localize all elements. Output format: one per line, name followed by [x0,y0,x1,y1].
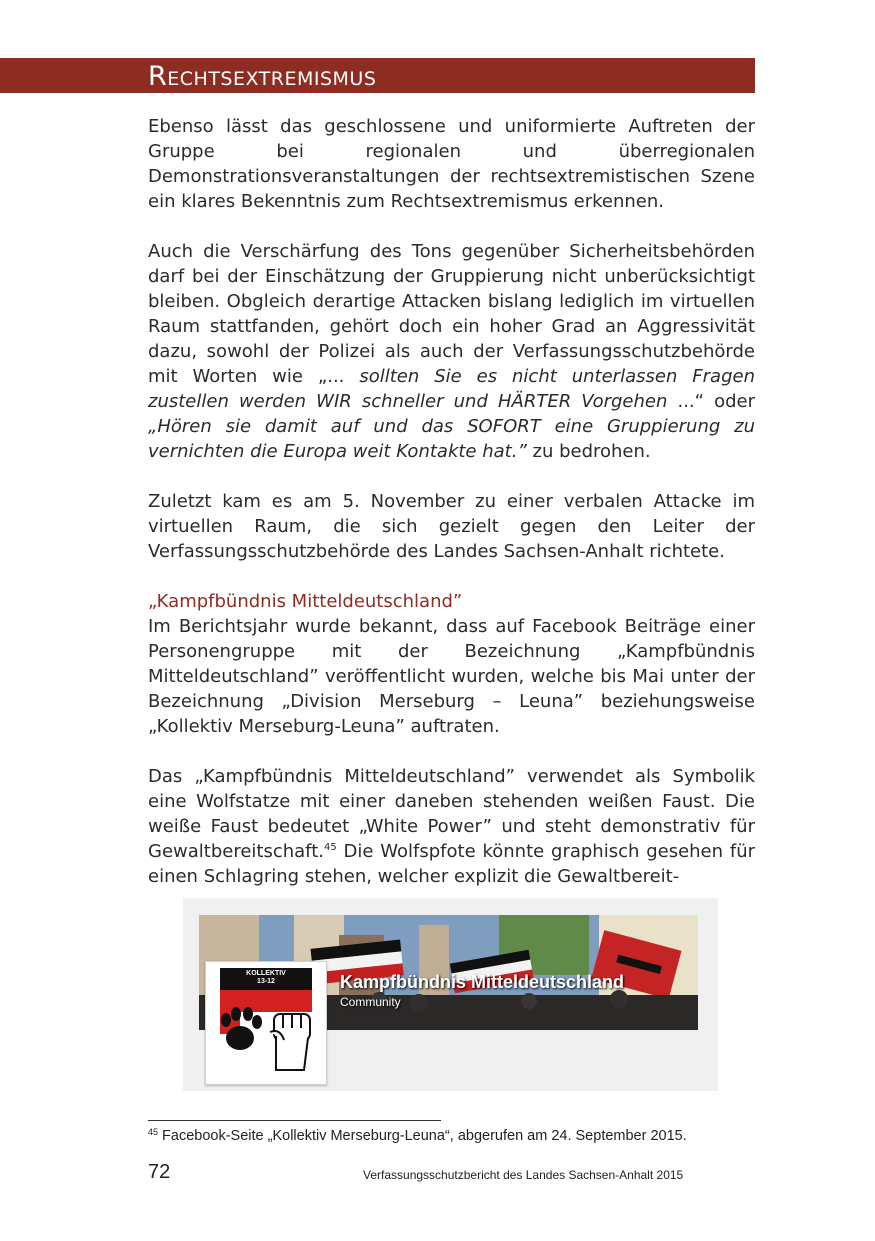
body-text [148,114,755,889]
paragraph-1: Ebenso lässt das geschlossene und uniformierte Auftreten der Gruppe bei regionalen und überregionalen Demonstrationsveranstaltungen der rechtsextremistischen Szene ein klares Bekenntnis zum Rechtsextremismus erkennen. [148,116,755,212]
paragraph-2 [148,239,755,464]
paragraph-5-text-b: Die Wolfspfote könnte graphisch gesehen für einen Schlagring stehen, welcher explizit die Gewaltbereit- [148,841,755,887]
section-subheading: „Kampfbündnis Mitteldeutschland” [148,591,463,612]
paragraph-3: Zuletzt kam es am 5. November zu einer verbalen Attacke im virtuellen Raum, die sich gezielt gegen den Leiter der Verfassungsschutzbehörde des Landes Sachsen-Anhalt richtete. [148,491,755,562]
paragraph-4: Im Berichtsjahr wurde bekannt, dass auf Facebook Beiträge einer Personengruppe mit der Bezeichnung „Kampfbündnis Mitteldeutschland” veröffentlicht wurden, welche bis Mai unter der Bezeichnung „Division Merseburg – Leuna” beziehungsweise „Kollektiv Merseburg-Leuna” auftraten. [148,616,755,737]
footnote-reference[interactable]: 45 [323,842,337,853]
footnote-separator [148,1120,441,1121]
group-logo [212,968,320,1078]
paragraph-2-quote-1: sollten Sie es nicht unterlassen Fragen zustellen werden WIR schneller und HÄRTER Vorgehen [148,366,755,412]
chapter-header-bar [0,58,755,93]
footnote-number: 45 [148,1127,159,1137]
paragraph-5-text-a: Das „Kampfbündnis Mitteldeutschland” verwendet als Symbolik eine Wolfstatze mit einer daneben stehenden weißen Faust. Die weiße Faust bedeutet „White Power” und steht demonstrativ für Gewaltbereitschaft. [148,766,755,862]
paragraph-5 [148,764,755,889]
footnote [148,1127,687,1144]
paragraph-2-text-b: ...“ oder [677,391,755,412]
facebook-page-name: Kampfbündnis Mitteldeutschland [340,972,625,992]
profile-picture [205,961,327,1085]
logo-line-2: 13-12 [257,978,275,985]
paragraph-2-text-a: Auch die Verschärfung des Tons gegenüber Sicherheitsbehörden darf bei der Einschätzung der Gruppierung nicht unberücksichtigt bleiben. Obgleich derartige Attacken bislang lediglich im virtuellen Raum stattfanden, gehört doch ein hoher Grad an Aggressivität dazu, sowohl der Polizei als auch der Verfassungsschutzbehörde mit Worten wie „... [148,241,755,387]
paragraph-2-quote-2: „Hören sie damit auf und das SOFORT eine Gruppierung zu vernichten die Europa weit Kontakte hat.” [148,416,755,462]
running-footer: Verfassungsschutzbericht des Landes Sachsen-Anhalt 2015 [363,1168,684,1182]
footnote-text: Facebook-Seite „Kollektiv Merseburg-Leuna“, abgerufen am 24. September 2015. [158,1128,687,1144]
logo-line-1: KOLLEKTIV [246,970,286,977]
paragraph-2-text-c: zu bedrohen. [532,441,651,462]
facebook-page-category: Community [340,995,401,1009]
page-number: 72 [148,1161,171,1183]
facebook-page-screenshot [183,898,718,1091]
logo-caption [212,970,320,986]
chapter-title: Rechtsextremismus [148,61,377,92]
